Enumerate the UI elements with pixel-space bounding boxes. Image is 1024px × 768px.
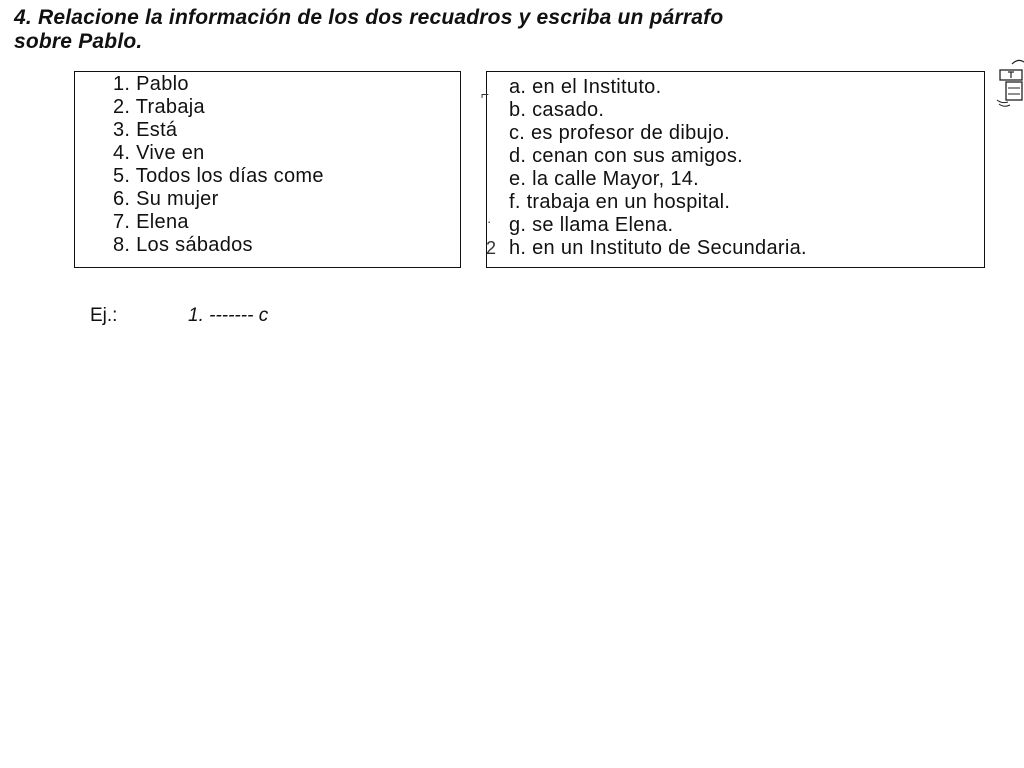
- right-item: b. casado.: [509, 99, 605, 121]
- right-item: f. trabaja en un hospital.: [509, 191, 731, 213]
- cropped-illustration: [994, 58, 1024, 114]
- left-item: 4. Vive en: [113, 142, 205, 164]
- exercise-instruction: [14, 6, 1014, 54]
- right-box: [486, 71, 985, 268]
- left-item: 8. Los sábados: [113, 234, 253, 256]
- left-item: 7. Elena: [113, 211, 189, 233]
- right-item: a. en el Instituto.: [509, 76, 662, 98]
- right-item: d. cenan con sus amigos.: [509, 145, 743, 167]
- left-item: 3. Está: [113, 119, 178, 141]
- right-item: h. en un Instituto de Secundaria.: [509, 237, 807, 259]
- right-items-list: [487, 72, 984, 260]
- right-item: e. la calle Mayor, 14.: [509, 168, 700, 190]
- right-item: g. se llama Elena.: [509, 214, 674, 236]
- instruction-line-2: sobre Pablo.: [14, 30, 143, 53]
- left-item: 6. Su mujer: [113, 188, 219, 210]
- left-box: [74, 71, 461, 268]
- right-item: c. es profesor de dibujo.: [509, 122, 730, 144]
- left-item: 1. Pablo: [113, 73, 189, 95]
- left-item: 5. Todos los días come: [113, 165, 324, 187]
- pen-tick-mark: ⌐: [481, 86, 490, 102]
- instruction-line-1: 4. Relacione la información de los dos recuadros y escriba un párrafo: [14, 6, 724, 29]
- example-answer: [90, 304, 268, 328]
- left-items-list: [75, 72, 460, 257]
- handwritten-number: 2: [486, 238, 497, 258]
- example-text: 1. ------- c: [188, 305, 269, 326]
- pen-dot-mark: ·: [487, 214, 492, 229]
- example-label: Ej.:: [90, 305, 118, 326]
- left-item: 2. Trabaja: [113, 96, 205, 118]
